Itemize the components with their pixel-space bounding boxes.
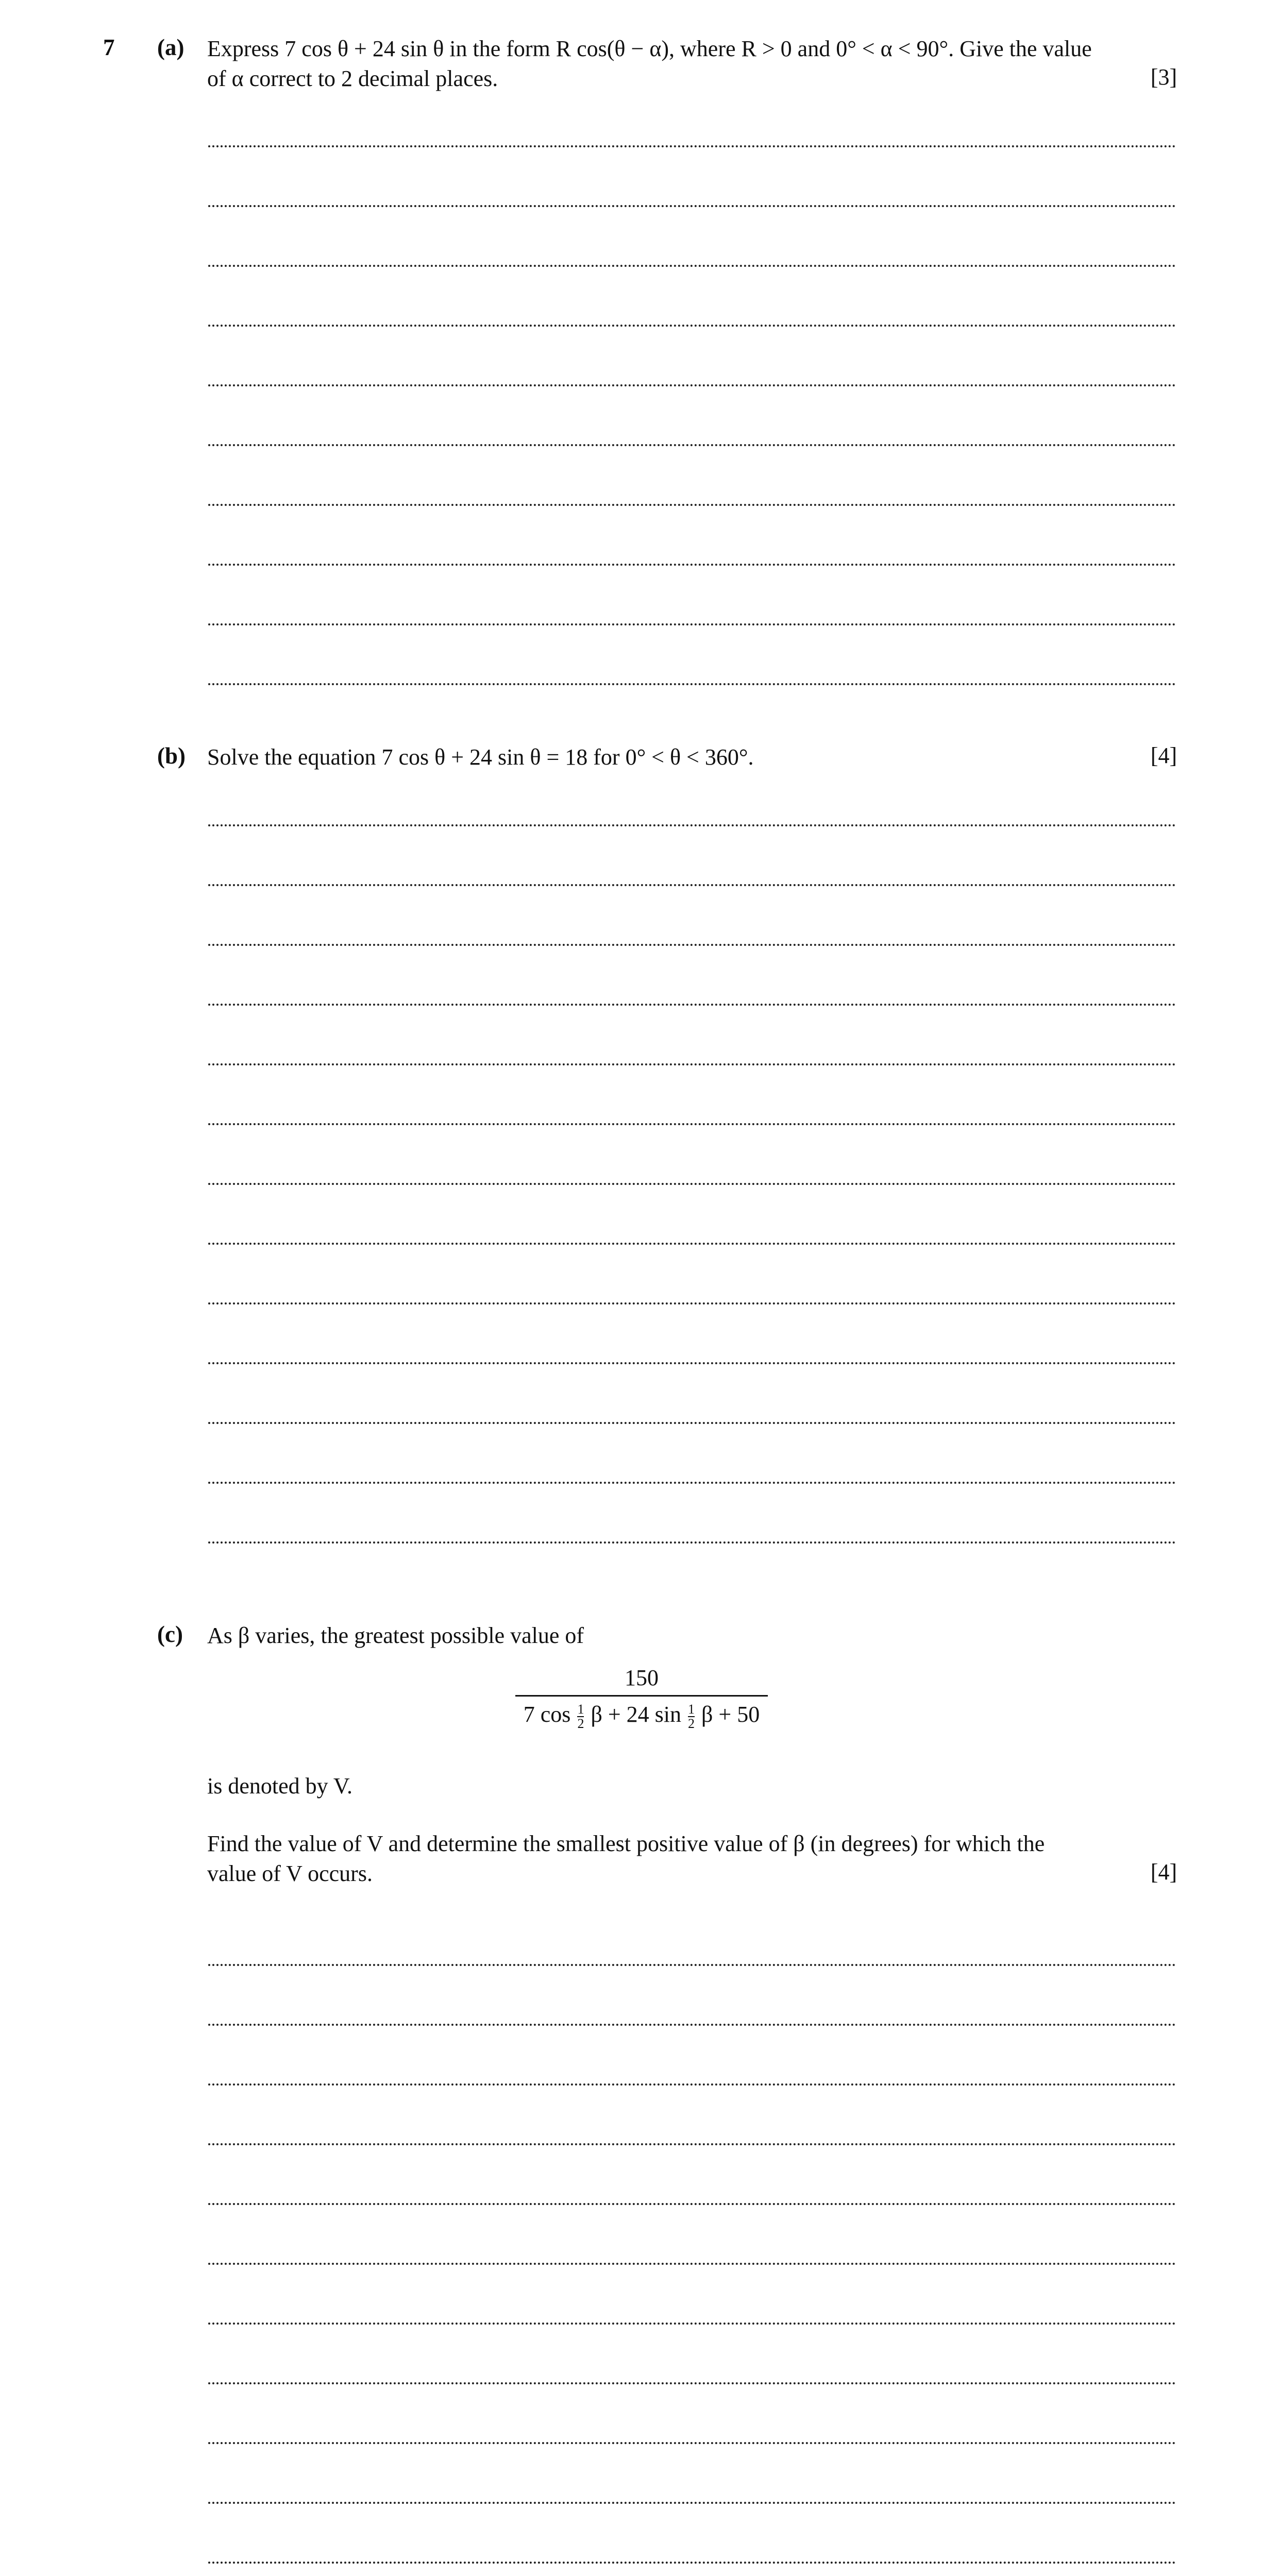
answer-line[interactable] [208,2263,1176,2265]
answer-line[interactable] [208,2442,1176,2444]
answer-line[interactable] [208,2382,1176,2384]
answer-line[interactable] [208,504,1176,506]
answer-line[interactable] [208,2143,1176,2145]
half-numerator: 1 [688,1701,695,1717]
denominator-term-3: β + 50 [701,1702,760,1727]
answer-line[interactable] [208,2203,1176,2205]
answer-line[interactable] [208,2323,1176,2325]
answer-line[interactable] [208,1482,1176,1484]
answer-line[interactable] [208,265,1176,267]
answer-line[interactable] [208,683,1176,685]
answer-line[interactable] [208,1243,1176,1245]
half-numerator: 1 [577,1701,584,1717]
answer-line[interactable] [208,2024,1176,2026]
half-denominator: 2 [688,1716,695,1731]
answer-line[interactable] [208,1422,1176,1424]
expression-fraction [515,1663,768,1731]
part-a-marks: [3] [1150,64,1177,90]
part-a-label: (a) [157,35,184,60]
part-c-label: (c) [157,1621,183,1647]
part-c-marks: [4] [1150,1859,1177,1885]
part-c-denoted: is denoted by V. [207,1773,352,1799]
answer-line[interactable] [208,623,1176,625]
part-b-label: (b) [157,743,186,769]
answer-line[interactable] [208,1302,1176,1304]
half-fraction [577,1703,584,1731]
half-denominator: 2 [577,1716,584,1731]
answer-line[interactable] [208,1964,1176,1966]
answer-line[interactable] [208,2502,1176,2504]
answer-line[interactable] [208,2083,1176,2086]
answer-line[interactable] [208,1063,1176,1065]
part-c-find-line-1: Find the value of V and determine the smallest positive value of β (in degrees) for which the [207,1831,1045,1856]
answer-line[interactable] [208,444,1176,446]
answer-line[interactable] [208,564,1176,566]
answer-line[interactable] [208,1123,1176,1125]
answer-line[interactable] [208,1541,1176,1544]
answer-line[interactable] [208,325,1176,327]
half-fraction [688,1703,695,1731]
answer-line[interactable] [208,884,1176,886]
answer-line[interactable] [208,205,1176,207]
answer-line[interactable] [208,2562,1176,2564]
part-c-find-line-2: value of V occurs. [207,1861,373,1886]
answer-line[interactable] [208,1362,1176,1364]
part-a-line-2: of α correct to 2 decimal places. [207,66,498,91]
part-b-text: Solve the equation 7 cos θ + 24 sin θ = 18 for 0° < θ < 360°. [207,744,754,770]
part-b-marks: [4] [1150,743,1177,768]
denominator-term-1: 7 cos [523,1702,571,1727]
part-a-line-1: Express 7 cos θ + 24 sin θ in the form R cos(θ − α), where R > 0 and 0° < α < 90°. Give the value [207,36,1092,61]
answer-line[interactable] [208,944,1176,946]
fraction-denominator [515,1700,768,1731]
question-number: 7 [103,35,115,60]
answer-line[interactable] [208,384,1176,386]
fraction-numerator: 150 [625,1665,659,1690]
denominator-term-2: β + 24 sin [591,1702,681,1727]
answer-line[interactable] [208,824,1176,826]
fraction-bar [515,1695,768,1697]
answer-line[interactable] [208,1183,1176,1185]
answer-line[interactable] [208,145,1176,147]
answer-line[interactable] [208,1004,1176,1006]
part-c-intro: As β varies, the greatest possible value of [207,1623,584,1648]
